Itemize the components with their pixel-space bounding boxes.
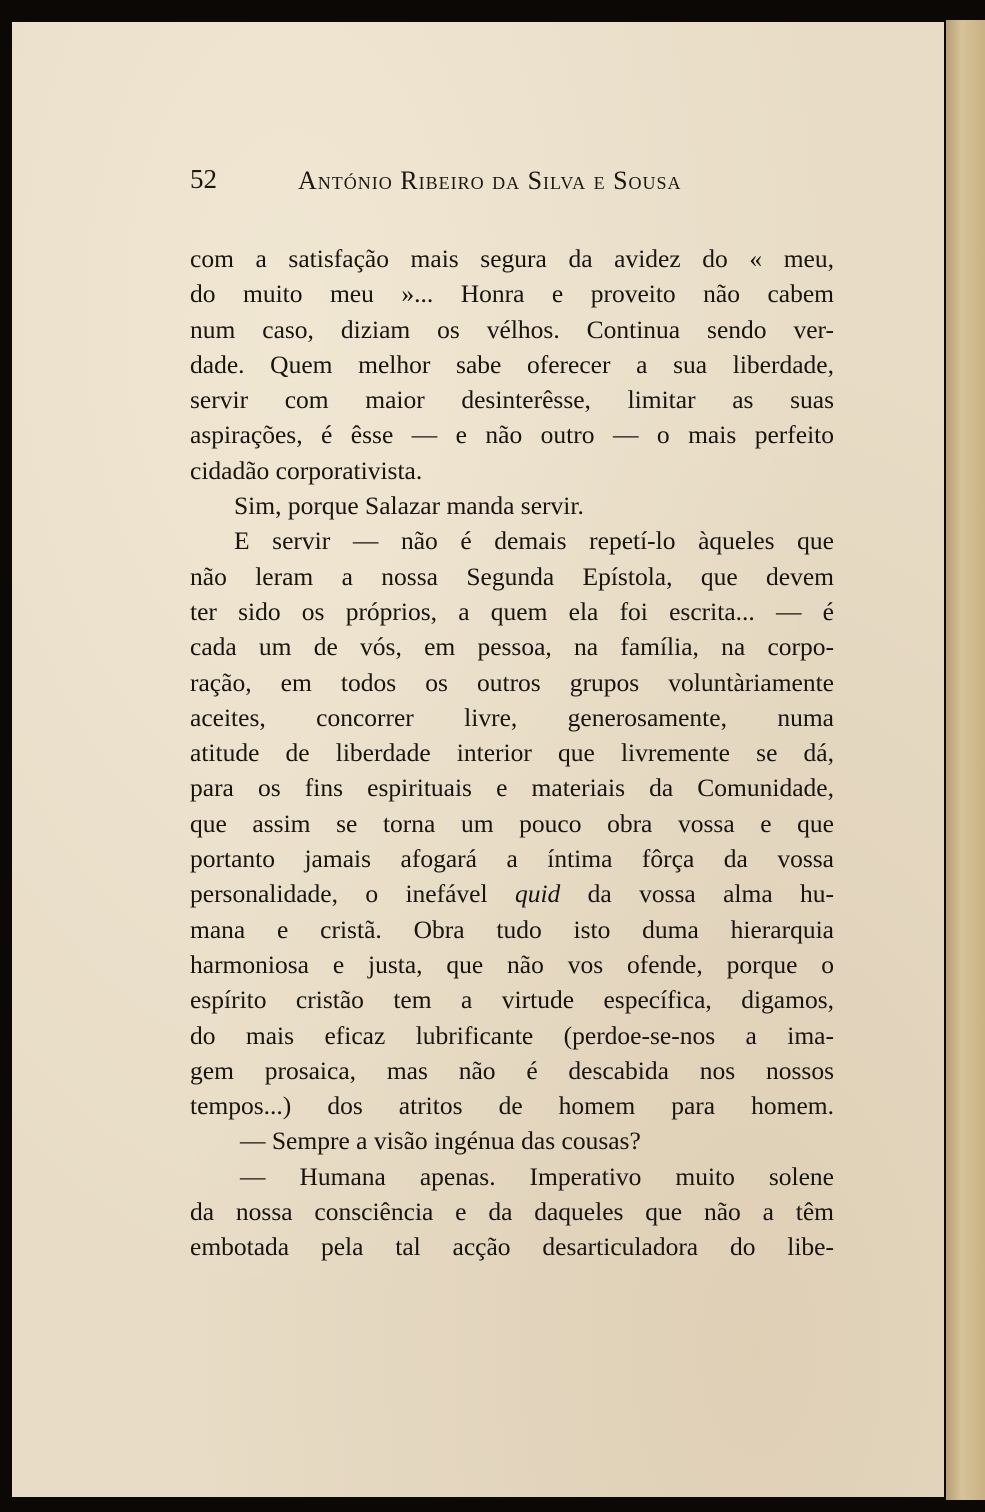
- text-line: espírito cristão tem a virtude específica, digamos,: [190, 985, 834, 1015]
- text-line: com a satisfação mais segura da avidez do « meu,: [190, 244, 834, 273]
- page-number: 52: [190, 164, 217, 194]
- text-line: aceites, concorrer livre, generosamente, numa: [190, 702, 834, 732]
- text-line: do mais eficaz lubrificante (perdoe-se-nos a ima-: [190, 1020, 834, 1050]
- text-line: atitude de liberdade interior que livremente se dá,: [190, 738, 834, 768]
- paragraph-first-line: E servir — não é demais repetí-lo àqueles que: [234, 526, 834, 556]
- text-line: ração, em todos os outros grupos voluntàriamente: [190, 667, 834, 697]
- text-line: embotada pela tal acção desarticuladora do libe-: [190, 1232, 834, 1262]
- text-line: num caso, diziam os vélhos. Continua sendo ver-: [190, 314, 834, 344]
- italic-word: quid: [514, 879, 561, 909]
- text-line: servir com maior desinterêsse, limitar as suas: [190, 385, 834, 415]
- text-line: mana e cristã. Obra tudo isto duma hierarquia: [190, 914, 834, 944]
- text-line: da nossa consciência e da daqueles que não a têm: [190, 1197, 834, 1227]
- text-segment: personalidade, o inefável: [190, 879, 488, 909]
- text-line: ter sido os próprios, a quem ela foi escrita... — é: [190, 596, 834, 626]
- text-segment: da vossa alma hu-: [587, 879, 834, 909]
- text-line: cidadão corporativista.: [190, 455, 423, 485]
- text-line: cada um de vós, em pessoa, na família, na corpo-: [190, 632, 834, 662]
- text-line: gem prosaica, mas não é descabida nos nossos: [190, 1055, 834, 1085]
- text-line: não leram a nossa Segunda Epístola, que devem: [190, 561, 834, 591]
- running-head: [190, 162, 840, 202]
- text-line: que assim se torna um pouco obra vossa e que: [190, 808, 834, 838]
- body-text: [190, 241, 834, 1265]
- paragraph-first-line: Sim, porque Salazar manda servir.: [234, 491, 584, 521]
- text-line: para os fins espirituais e materiais da Comunidade,: [190, 773, 834, 803]
- text-line: do muito meu »... Honra e proveito não cabem: [190, 279, 834, 309]
- running-title: António Ribeiro da Silva e Sousa: [298, 166, 682, 195]
- dialogue-line: — Sempre a visão ingénua das cousas?: [240, 1126, 641, 1156]
- text-line: tempos...) dos atritos de homem para homem.: [190, 1091, 834, 1121]
- text-line: harmoniosa e justa, que não vos ofende, porque o: [190, 949, 834, 979]
- text-line: dade. Quem melhor sabe oferecer a sua liberdade,: [190, 349, 834, 379]
- adjacent-page-edge: [946, 20, 985, 1500]
- text-line-with-italic: [190, 876, 834, 911]
- text-line: portanto jamais afogará a íntima fôrça da vossa: [190, 844, 834, 874]
- text-line: aspirações, é êsse — e não outro — o mais perfeito: [190, 420, 834, 450]
- dialogue-line: — Humana apenas. Imperativo muito solene: [240, 1161, 834, 1191]
